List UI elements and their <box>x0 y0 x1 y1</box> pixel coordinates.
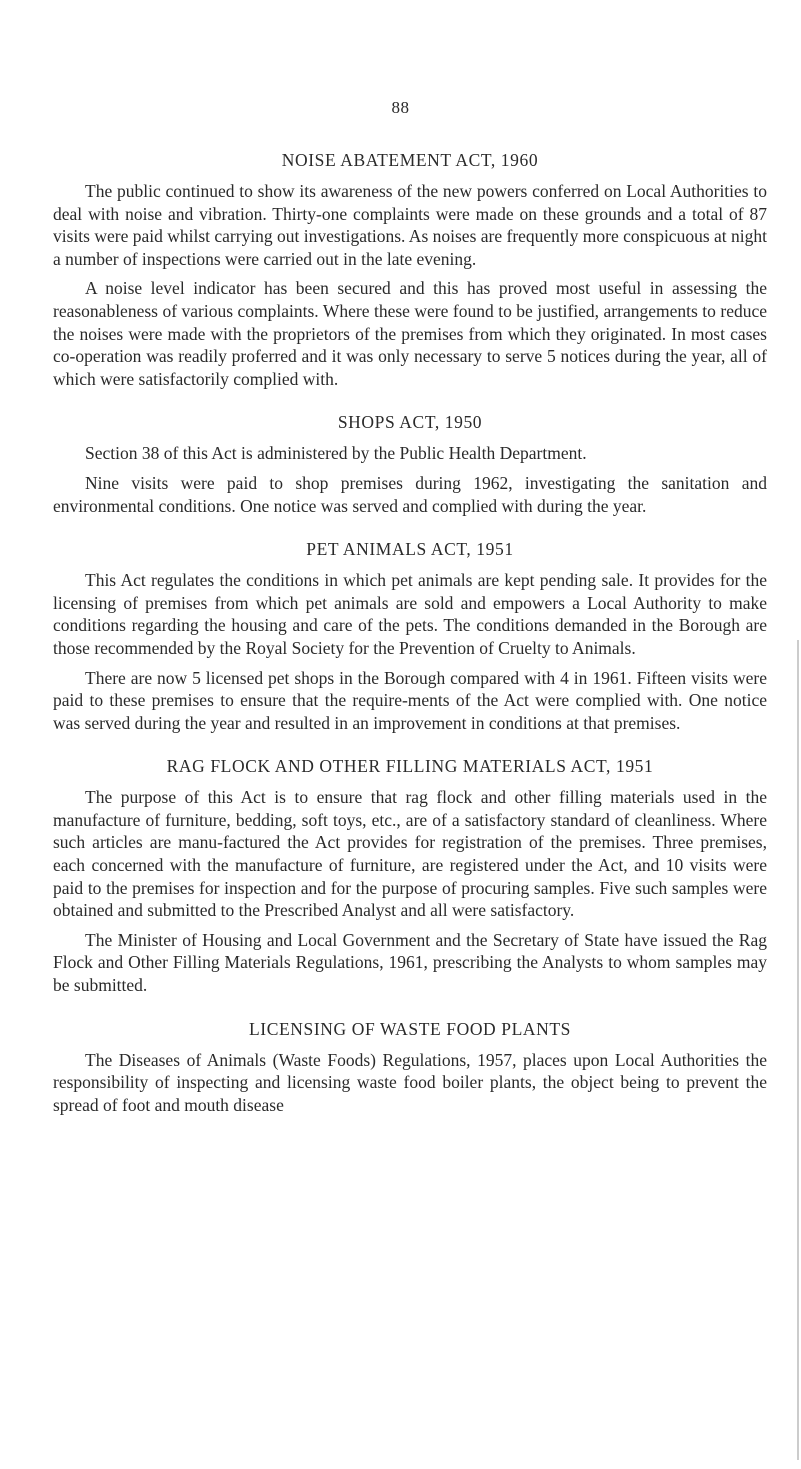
document-body <box>53 148 767 1136</box>
paragraph: Section 38 of this Act is administered by the Public Health Department. <box>85 443 587 464</box>
section-heading: LICENSING OF WASTE FOOD PLANTS <box>248 1018 571 1039</box>
section-rag-flock <box>53 754 767 996</box>
section-heading: SHOPS ACT, 1950 <box>337 412 483 433</box>
section-heading: RAG FLOCK AND OTHER FILLING MATERIALS ACT, 1951 <box>166 756 654 777</box>
paragraph: The Diseases of Animals (Waste Foods) Regulations, 1957, places upon Local Authorities the responsibility of inspecting and licensing waste food boiler plants, the object being to prevent the spread of foot and mouth disease <box>53 1049 767 1115</box>
paragraph: Nine visits were paid to shop premises during 1962, investigating the sanitation and environmental conditions. One notice was served and complied with during the year. <box>53 472 767 516</box>
section-heading: PET ANIMALS ACT, 1951 <box>306 539 514 560</box>
paragraph: This Act regulates the conditions in which pet animals are kept pending sale. It provides for the licensing of premises from which pet animals are sold and empowers a Local Authority to make conditions regarding the housing and care of the pets. The conditions demanded in the Borough are those recommended by the Royal Society for the Prevention of Cruelty to Animals. <box>53 570 767 658</box>
paragraph: There are now 5 licensed pet shops in the Borough compared with 4 in 1961. Fifteen visits were paid to these premises to ensure that the require-ments of the Act were complied with. One notice was served during the year and resulted in an improvement in conditions at that premises. <box>53 667 767 733</box>
section-noise-abatement <box>53 148 767 390</box>
paragraph: The public continued to show its awareness of the new powers conferred on Local Authorities to deal with noise and vibration. Thirty-one complaints were made on these grounds and a total of 87 visits were paid whilst carrying out investigations. As noises are frequently more conspicuous at night a number of inspections were carried out in the late evening. <box>53 181 767 269</box>
section-shops-act <box>53 410 767 517</box>
section-pet-animals <box>53 537 767 734</box>
paragraph: The Minister of Housing and Local Government and the Secretary of State have issued the Rag Flock and Other Filling Materials Regulations, 1961, prescribing the Analysts to whom samples may be submitted. <box>53 929 767 996</box>
paragraph: A noise level indicator has been secured and this has proved most useful in assessing the reasonableness of various complaints. Where these were found to be justified, arrangements to reduce the noises were made with the proprietors of the premises from which they originated. In most cases co-operation was readily proferred and it was only necessary to serve 5 notices during the year, all of which were satisfactorily complied with. <box>53 278 767 389</box>
page-edge-shadow <box>797 640 799 1460</box>
section-waste-food-plants <box>53 1017 767 1117</box>
paragraph: The purpose of this Act is to ensure that rag flock and other filling materials used in the manufacture of furniture, bedding, soft toys, etc., are of a satisfactory standard of cleanliness. Where such articles are manu-factured the Act provides for registration of the premises. Three premises, each concerned with the manufacture of furniture, are registered under the Act, and 10 visits were paid to the premises for inspection and for the purpose of procuring samples. Five such samples were obtained and submitted to the Prescribed Analyst and all were satisfactory. <box>53 787 767 921</box>
section-heading: NOISE ABATEMENT ACT, 1960 <box>281 150 539 170</box>
page-number: 88 <box>391 98 410 117</box>
